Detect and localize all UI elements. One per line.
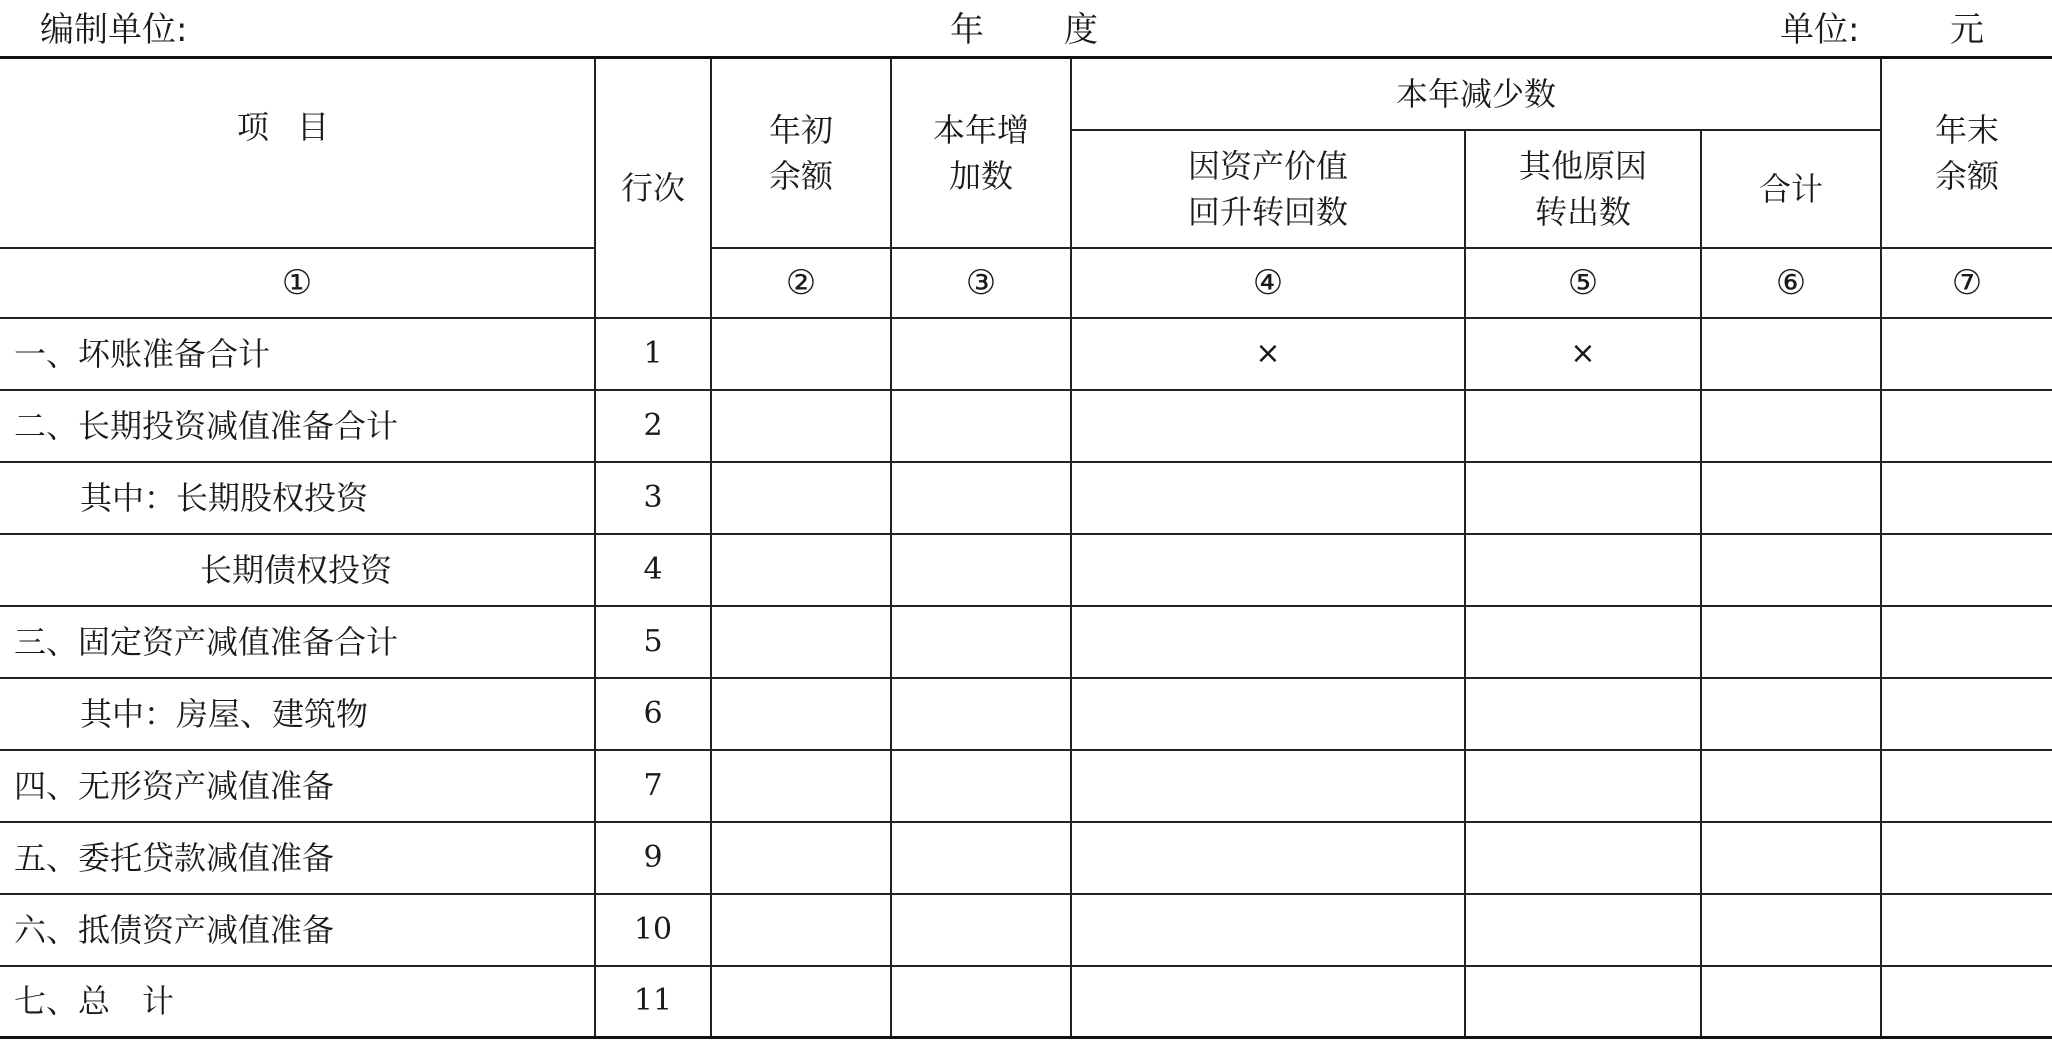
row-label: 六、抵债资产减值准备 bbox=[0, 894, 595, 966]
row-label: 二、长期投资减值准备合计 bbox=[0, 390, 595, 462]
cell-decrease-value-recovery bbox=[1071, 894, 1465, 966]
col-header-row-no: 行次 bbox=[595, 58, 711, 318]
cell-end-balance bbox=[1881, 966, 2052, 1038]
cell-end-balance bbox=[1881, 678, 2052, 750]
col-header-decrease-other-line2: 转出数 bbox=[1534, 192, 1631, 231]
cell-end-balance bbox=[1881, 822, 2052, 894]
cell-decrease-other bbox=[1465, 606, 1701, 678]
preparer-unit-label: 编制单位: bbox=[40, 10, 188, 50]
cell-increase bbox=[891, 894, 1071, 966]
row-label: 一、坏账准备合计 bbox=[0, 318, 595, 390]
cell-decrease-total bbox=[1701, 534, 1881, 606]
col-header-decrease-group: 本年减少数 bbox=[1071, 58, 1881, 130]
cell-increase bbox=[891, 462, 1071, 534]
row-number: 2 bbox=[595, 390, 711, 462]
cell-end-balance bbox=[1881, 462, 2052, 534]
cell-increase bbox=[891, 534, 1071, 606]
cell-decrease-total bbox=[1701, 894, 1881, 966]
cell-begin-balance bbox=[711, 750, 891, 822]
row-number: 1 bbox=[595, 318, 711, 390]
cell-decrease-total bbox=[1701, 390, 1881, 462]
table-row bbox=[0, 678, 2052, 750]
cell-decrease-other bbox=[1465, 894, 1701, 966]
cell-decrease-other bbox=[1465, 390, 1701, 462]
cell-decrease-value-recovery bbox=[1071, 462, 1465, 534]
table-row bbox=[0, 750, 2052, 822]
row-label: 其中：长期股权投资 bbox=[0, 462, 595, 534]
cell-decrease-value-recovery bbox=[1071, 390, 1465, 462]
col-header-decrease-value-recovery-line2: 回升转回数 bbox=[1187, 192, 1348, 231]
col-number-increase: ③ bbox=[891, 248, 1071, 318]
row-label: 三、固定资产减值准备合计 bbox=[0, 606, 595, 678]
cell-increase bbox=[891, 966, 1071, 1038]
table-row bbox=[0, 390, 2052, 462]
cell-begin-balance bbox=[711, 534, 891, 606]
row-number: 7 bbox=[595, 750, 711, 822]
col-header-decrease-total: 合计 bbox=[1701, 130, 1881, 248]
row-number: 6 bbox=[595, 678, 711, 750]
cell-decrease-value-recovery: × bbox=[1071, 318, 1465, 390]
cell-decrease-other bbox=[1465, 966, 1701, 1038]
row-label: 五、委托贷款减值准备 bbox=[0, 822, 595, 894]
currency-unit-label: 单位: bbox=[1780, 10, 1860, 50]
col-number-decrease-total: ⑥ bbox=[1701, 248, 1881, 318]
cell-increase bbox=[891, 606, 1071, 678]
cell-decrease-total bbox=[1701, 318, 1881, 390]
col-header-increase-line2: 加数 bbox=[948, 156, 1013, 195]
cell-increase bbox=[891, 750, 1071, 822]
col-number-begin-balance: ② bbox=[711, 248, 891, 318]
cell-decrease-total bbox=[1701, 750, 1881, 822]
currency-unit-value: 元 bbox=[1950, 10, 1984, 50]
cell-decrease-other bbox=[1465, 678, 1701, 750]
row-number: 10 bbox=[595, 894, 711, 966]
cell-decrease-other bbox=[1465, 462, 1701, 534]
table-row bbox=[0, 462, 2052, 534]
row-number: 4 bbox=[595, 534, 711, 606]
cell-decrease-other bbox=[1465, 822, 1701, 894]
col-number-decrease-value-recovery: ④ bbox=[1071, 248, 1465, 318]
cell-end-balance bbox=[1881, 318, 2052, 390]
row-number: 9 bbox=[595, 822, 711, 894]
col-header-decrease-value-recovery bbox=[1071, 130, 1465, 248]
row-number: 3 bbox=[595, 462, 711, 534]
col-header-end-balance-line2: 余额 bbox=[1935, 156, 2000, 195]
row-label: 长期债权投资 bbox=[0, 534, 595, 606]
col-header-begin-balance bbox=[711, 58, 891, 248]
row-label: 其中：房屋、建筑物 bbox=[0, 678, 595, 750]
table-row bbox=[0, 822, 2052, 894]
col-header-item: 项目 bbox=[0, 58, 595, 248]
cell-begin-balance bbox=[711, 462, 891, 534]
col-header-begin-balance-line2: 余额 bbox=[768, 156, 833, 195]
table-row bbox=[0, 318, 2052, 390]
cell-begin-balance bbox=[711, 606, 891, 678]
cell-decrease-total bbox=[1701, 822, 1881, 894]
table-row bbox=[0, 606, 2052, 678]
col-number-decrease-other: ⑤ bbox=[1465, 248, 1701, 318]
cell-decrease-value-recovery bbox=[1071, 750, 1465, 822]
cell-decrease-value-recovery bbox=[1071, 534, 1465, 606]
cell-decrease-value-recovery bbox=[1071, 822, 1465, 894]
cell-end-balance bbox=[1881, 606, 2052, 678]
cell-decrease-other bbox=[1465, 750, 1701, 822]
table-row bbox=[0, 534, 2052, 606]
row-number: 11 bbox=[595, 966, 711, 1038]
row-number: 5 bbox=[595, 606, 711, 678]
provision-table bbox=[0, 56, 2052, 1039]
col-header-end-balance bbox=[1881, 58, 2052, 248]
cell-decrease-total bbox=[1701, 678, 1881, 750]
col-header-decrease-other-line1: 其他原因 bbox=[1518, 146, 1647, 185]
cell-end-balance bbox=[1881, 390, 2052, 462]
row-label: 七、总 计 bbox=[0, 966, 595, 1038]
cell-begin-balance bbox=[711, 390, 891, 462]
cell-increase bbox=[891, 318, 1071, 390]
col-header-end-balance-line1: 年末 bbox=[1935, 110, 2000, 149]
cell-end-balance bbox=[1881, 750, 2052, 822]
col-header-decrease-other bbox=[1465, 130, 1701, 248]
cell-decrease-value-recovery bbox=[1071, 606, 1465, 678]
year-label: 年度 bbox=[950, 10, 1178, 50]
cell-begin-balance bbox=[711, 894, 891, 966]
cell-decrease-other: × bbox=[1465, 318, 1701, 390]
cell-increase bbox=[891, 678, 1071, 750]
cell-begin-balance bbox=[711, 966, 891, 1038]
row-label: 四、无形资产减值准备 bbox=[0, 750, 595, 822]
cell-decrease-total bbox=[1701, 462, 1881, 534]
cell-begin-balance bbox=[711, 822, 891, 894]
cell-decrease-total bbox=[1701, 606, 1881, 678]
col-number-item: ① bbox=[0, 248, 595, 318]
col-header-increase bbox=[891, 58, 1071, 248]
table-row bbox=[0, 894, 2052, 966]
report-header bbox=[0, 0, 2052, 56]
col-header-begin-balance-line1: 年初 bbox=[768, 110, 833, 149]
col-number-end-balance: ⑦ bbox=[1881, 248, 2052, 318]
cell-increase bbox=[891, 822, 1071, 894]
table-row bbox=[0, 966, 2052, 1038]
cell-decrease-other bbox=[1465, 534, 1701, 606]
cell-decrease-value-recovery bbox=[1071, 678, 1465, 750]
cell-increase bbox=[891, 390, 1071, 462]
cell-end-balance bbox=[1881, 894, 2052, 966]
col-header-decrease-value-recovery-line1: 因资产价值 bbox=[1187, 146, 1348, 185]
cell-end-balance bbox=[1881, 534, 2052, 606]
cell-decrease-value-recovery bbox=[1071, 966, 1465, 1038]
col-header-increase-line1: 本年增 bbox=[932, 110, 1029, 149]
cell-decrease-total bbox=[1701, 966, 1881, 1038]
cell-begin-balance bbox=[711, 678, 891, 750]
cell-begin-balance bbox=[711, 318, 891, 390]
